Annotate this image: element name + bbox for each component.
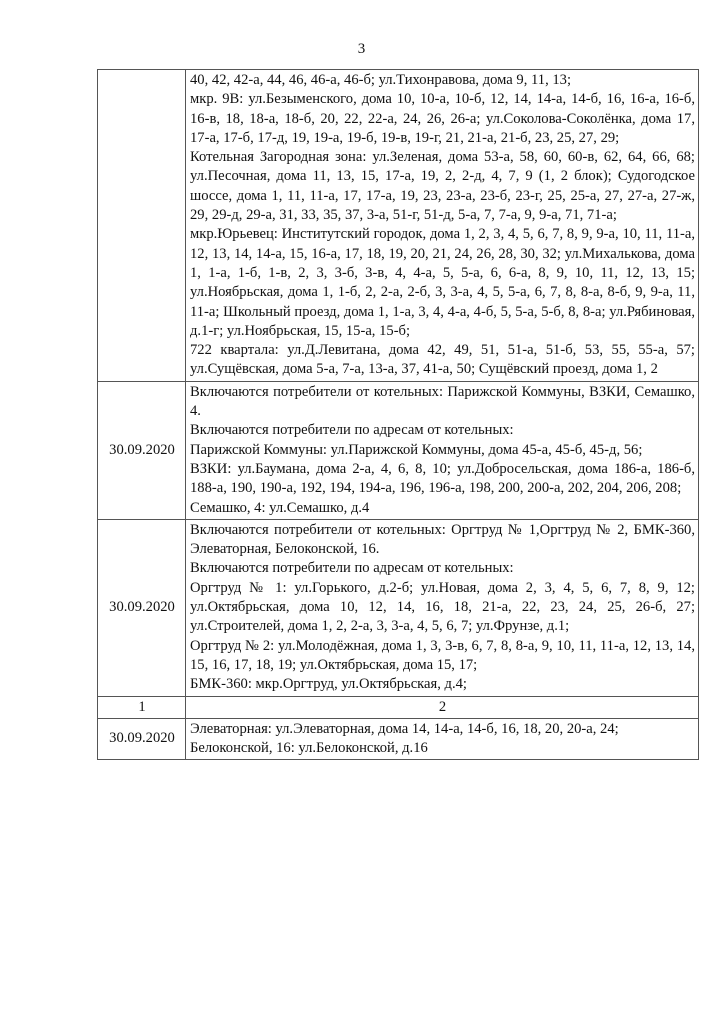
- column-number-row: [98, 696, 699, 718]
- addresses-cell: [186, 718, 699, 760]
- address-paragraph: Включаются потребители от котельных: Оргтруд № 1,Оргтруд № 2, БМК-360, Элеваторная, Белоконской, 16.: [190, 521, 695, 558]
- table-row: [98, 519, 699, 696]
- address-paragraph: мкр. 9В: ул.Безыменского, дома 10, 10-а, 10-б, 12, 14, 14-а, 14-б, 16, 16-а, 16-б, 16-в, 18, 18-а, 18-б, 20, 22, 22-а, 24, 26, 26-а; ул.Соколова-Соколёнка, дома 17, 17-а, 17-б, 17-д, 19, 19-а, 19-б, 19-в, 19-г, 21, 21-а, 21-б, 23, 25, 27, 29;: [190, 91, 695, 146]
- address-paragraph: ВЗКИ: ул.Баумана, дома 2-а, 4, 6, 8, 10; ул.Добросельская, дома 186-а, 186-б, 188-а, 190, 190-а, 192, 194, 194-а, 196, 196-а, 198, 200, 200-а, 202, 204, 206, 208;: [190, 460, 695, 497]
- address-paragraph: Котельная Загородная зона: ул.Зеленая, дома 53-а, 58, 60, 60-в, 62, 64, 66, 68; ул.Песочная, дома 11, 13, 15, 17-а, 19, 2, 2-д, 4, 7, 9 (1, 2 блок); Судогодское шоссе, дома 1, 11, 11-а, 17, 17-а, 19, 23, 23-а, 23-б, 23-г, 25, 25-а, 27, 27-а, 27-ж, 29, 29-д, 29-а, 31, 33, 35, 37, 3-а, 51-г, 51-д, 5-а, 7, 7-а, 9, 9-а, 71, 71-а;: [190, 149, 695, 224]
- date-cell: 30.09.2020: [98, 519, 186, 696]
- addresses-cell: [186, 519, 699, 696]
- column-number-2: 2: [186, 696, 699, 718]
- address-paragraph: 40, 42, 42-а, 44, 46, 46-а, 46-б; ул.Тихонравова, дома 9, 11, 13;: [190, 72, 572, 88]
- address-paragraph: Оргтруд № 1: ул.Горького, д.2-б; ул.Новая, дома 2, 3, 4, 5, 6, 7, 8, 9, 12; ул.Октябрьская, дома 10, 12, 14, 16, 18, 21-а, 22, 23, 24, 25, 26-б, 27; ул.Строителей, дома 1, 2, 2-а, 3, 3-а, 4, 5, 6, 7; ул.Фрунзе, д.1;: [190, 579, 695, 635]
- address-paragraph: Элеваторная: ул.Элеваторная, дома 14, 14-а, 14-б, 16, 18, 20, 20-а, 24;: [190, 720, 619, 737]
- addresses-cell: [186, 70, 699, 382]
- address-paragraph: Включаются потребители по адресам от котельных:: [190, 560, 514, 577]
- address-paragraph: Семашко, 4: ул.Семашко, д.4: [190, 499, 370, 516]
- address-paragraph: 722 квартала: ул.Д.Левитана, дома 42, 49, 51, 51-а, 51-б, 53, 55, 55-а, 57; ул.Сущёвская, дома 5-а, 7-а, 13-а, 37, 41-а, 50; Сущёвский проезд, дома 1, 2: [190, 342, 695, 378]
- address-paragraph: Включаются потребители по адресам от котельных:: [190, 422, 514, 439]
- column-number-1: 1: [98, 696, 186, 718]
- address-paragraph: Оргтруд № 2: ул.Молодёжная, дома 1, 3, 3-в, 6, 7, 8, 8-а, 9, 10, 11, 11-а, 12, 13, 14, 15, 16, 17, 18, 19; ул.Октябрьская, дома 15, 17;: [190, 637, 695, 673]
- table-row: [98, 70, 699, 382]
- address-paragraph: Белоконской, 16: ул.Белоконской, д.16: [190, 740, 428, 757]
- address-paragraph: Включаются потребители от котельных: Парижской Коммуны, ВЗКИ, Семашко, 4.: [190, 383, 695, 420]
- schedule-table: [97, 69, 699, 760]
- address-paragraph: Парижской Коммуны: ул.Парижской Коммуны, дома 45-а, 45-б, 45-д, 56;: [190, 441, 643, 458]
- table-row: [98, 381, 699, 519]
- address-paragraph: мкр.Юрьевец: Институтский городок, дома 1, 2, 3, 4, 5, 6, 7, 8, 9, 9-а, 10, 11, 11-а, 12, 13, 14, 14-а, 15, 16-а, 17, 18, 19, 20, 21, 24, 26, 28, 30, 32; ул.Михалькова, дома 1, 1-а, 1-б, 1-в, 2, 3, 3-б, 3-в, 4, 4-а, 5, 5-а, 6, 6-а, 8, 9, 10, 11, 12, 13, 15; ул.Ноябрьская, дома 1, 1-б, 2, 2-а, 2-б, 3, 3-а, 4, 5, 5-а, 6, 7, 8, 8-а, 8-б, 9, 9-а, 11, 11-а; Школьный проезд, дома 1, 1-а, 3, 4, 4-а, 4-б, 5, 5-а, 5-б, 8, 8-а; ул.Рябиновая, д.1-г; ул.Ноябрьская, 15, 15-а, 15-б;: [190, 226, 695, 339]
- address-paragraph: БМК-360: мкр.Оргтруд, ул.Октябрьская, д.4;: [190, 676, 467, 693]
- addresses-cell: [186, 381, 699, 519]
- date-cell: 30.09.2020: [98, 381, 186, 519]
- date-cell: [98, 70, 186, 382]
- table-row: [98, 718, 699, 760]
- date-cell: 30.09.2020: [98, 718, 186, 760]
- page-number: 3: [357, 41, 366, 57]
